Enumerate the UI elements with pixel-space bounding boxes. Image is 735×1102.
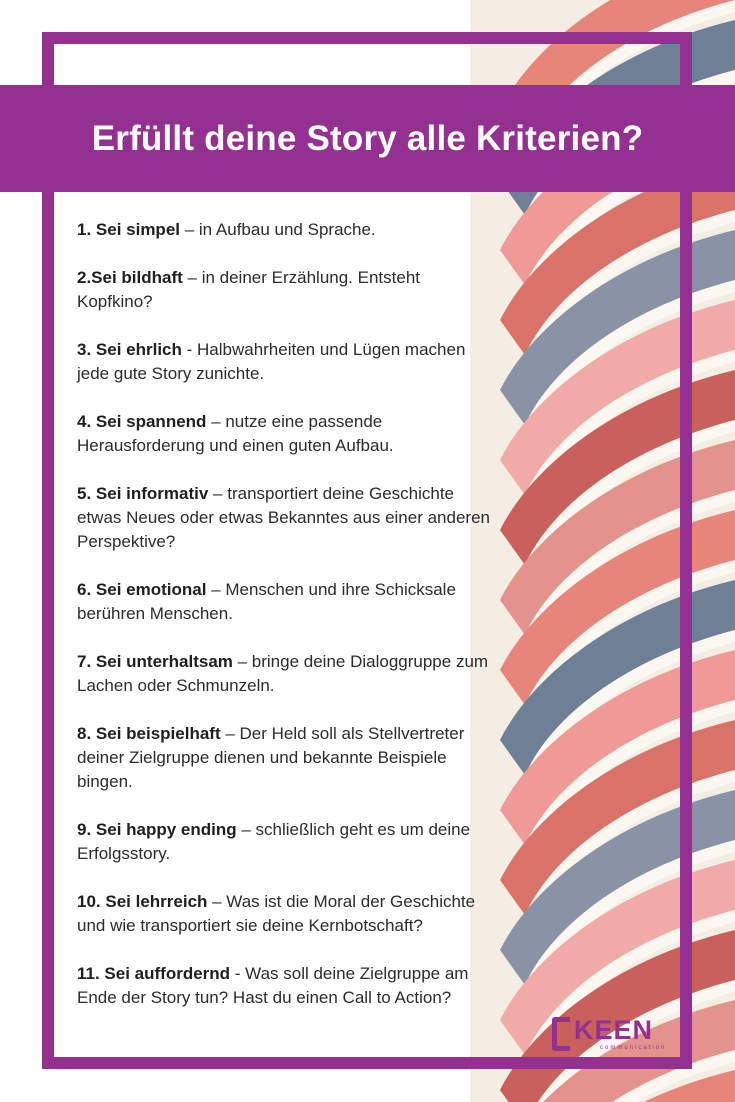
list-item (77, 962, 497, 1010)
list-item (77, 578, 497, 626)
item-heading: 7. Sei unterhaltsam (77, 652, 233, 671)
item-heading: 8. Sei beispielhaft (77, 724, 221, 743)
list-item (77, 818, 497, 866)
item-text: – Der Held soll als Stellvertreter deiner Zielgruppe dienen und bekannte Beispiele bingen. (77, 724, 465, 791)
item-heading: 5. Sei informativ (77, 484, 209, 503)
logo-bracket-icon (552, 1017, 570, 1051)
item-text: – schließlich geht es um deine Erfolgsstory. (77, 820, 471, 863)
logo-word: KEEN (574, 1015, 654, 1045)
list-item (77, 410, 497, 458)
title-banner (0, 85, 735, 192)
item-text: – Menschen und ihre Schicksale berühren Menschen. (77, 580, 456, 623)
item-heading: 2.Sei bildhaft (77, 268, 183, 287)
page-title: Erfüllt deine Story alle Kriterien? (91, 118, 644, 158)
list-item (77, 266, 497, 314)
keen-logo (552, 1015, 678, 1055)
item-heading: 10. Sei lehrreich (77, 892, 208, 911)
list-item (77, 650, 497, 698)
list-item (77, 218, 497, 242)
logo-tagline: communication (600, 1045, 667, 1051)
item-text: - Was soll deine Zielgruppe am Ende der Story tun? Hast du einen Call to Action? (77, 964, 469, 1007)
item-heading: 1. Sei simpel (77, 220, 180, 239)
item-heading: 6. Sei emotional (77, 580, 207, 599)
criteria-list (77, 218, 497, 1034)
list-item (77, 890, 497, 938)
list-item (77, 482, 497, 554)
item-text: – bringe deine Dialoggruppe zum Lachen oder Schmunzeln. (77, 652, 489, 695)
list-item (77, 338, 497, 386)
item-text: - Halbwahrheiten und Lügen machen jede gute Story zunichte. (77, 340, 466, 383)
item-heading: 3. Sei ehrlich (77, 340, 182, 359)
item-text: – Was ist die Moral der Geschichte und wie transportiert sie deine Kernbotschaft? (77, 892, 476, 935)
item-text: – nutze eine passende Herausforderung und einen guten Aufbau. (77, 412, 394, 455)
item-heading: 11. Sei auffordernd (77, 964, 231, 983)
item-text: – in deiner Erzählung. Entsteht Kopfkino? (77, 268, 420, 311)
list-item (77, 722, 497, 794)
item-heading: 4. Sei spannend (77, 412, 207, 431)
item-text: – transportiert deine Geschichte etwas Neues oder etwas Bekanntes aus einer anderen Perspektive? (77, 484, 490, 551)
item-heading: 9. Sei happy ending (77, 820, 237, 839)
item-text: – in Aufbau und Sprache. (180, 220, 376, 239)
